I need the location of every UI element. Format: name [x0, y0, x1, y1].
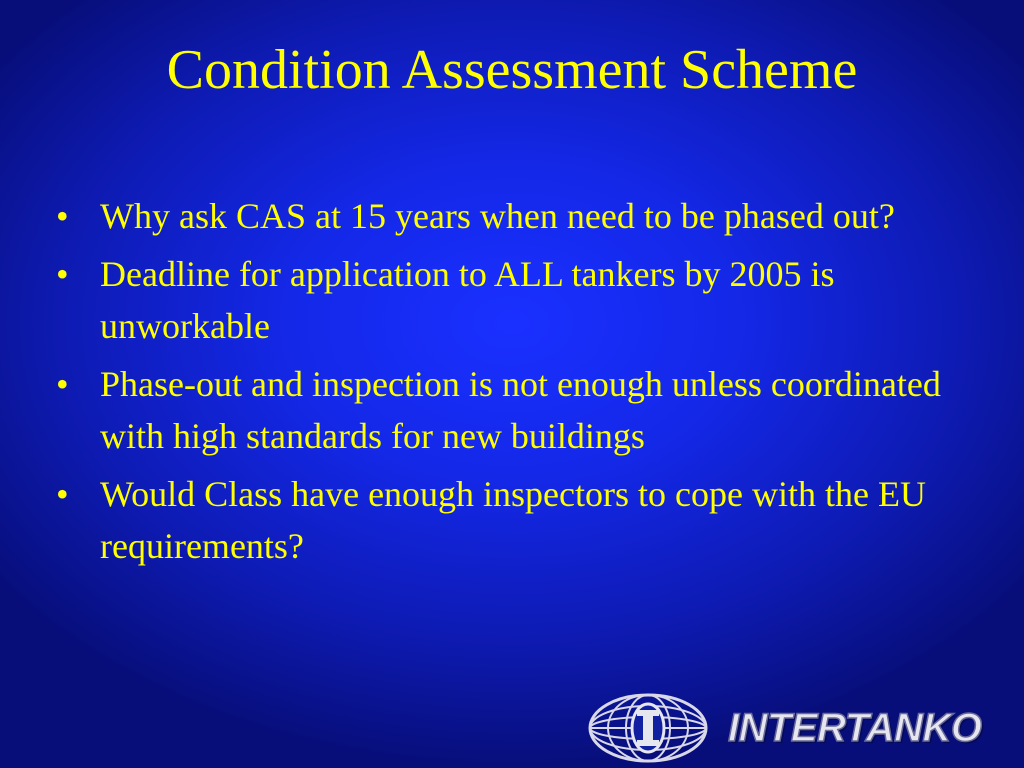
- list-item: [56, 468, 976, 572]
- bullet-list: [56, 190, 976, 578]
- list-item: [56, 248, 976, 352]
- bullet-marker: •: [56, 254, 69, 294]
- bullet-text: Why ask CAS at 15 years when need to be phased out?: [100, 196, 895, 236]
- slide-title: Condition Assessment Scheme: [166, 39, 858, 101]
- list-item: [56, 358, 976, 462]
- bullet-marker: •: [56, 474, 69, 514]
- list-item: [56, 190, 976, 242]
- logo-wordmark: INTERTANKO: [728, 706, 982, 750]
- bullet-text: Deadline for application to ALL tankers by 2005 is unworkable: [100, 254, 835, 346]
- globe-icon: [586, 690, 710, 766]
- bullet-marker: •: [56, 196, 69, 236]
- bullet-marker: •: [56, 364, 69, 404]
- bullet-text: Phase-out and inspection is not enough unless coordinated with high standards for new buildings: [100, 364, 941, 456]
- bullet-text: Would Class have enough inspectors to cope with the EU requirements?: [100, 474, 926, 566]
- intertanko-logo: [586, 690, 982, 766]
